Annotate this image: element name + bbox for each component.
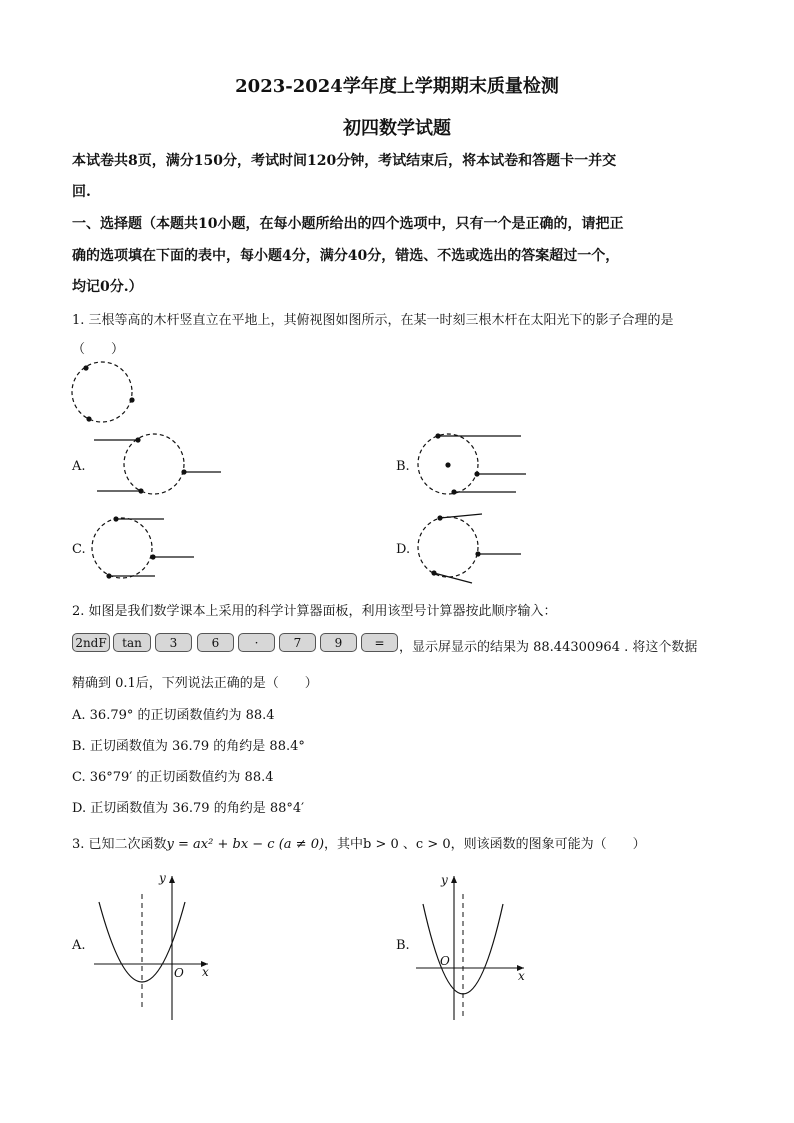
q3-formula: y = ax² + bx − c (a ≠ 0) [166,837,325,852]
calc-key-6[interactable]: 6 [197,633,234,652]
q3-stem-suffix: ，其中b > 0 、c > 0，则该函数的图象可能为（ ） [324,837,646,852]
calc-key-2ndf[interactable]: 2ndF [72,633,110,652]
q1-option-d-label[interactable]: D. [396,542,411,557]
exam-title: 2023-2024学年度上学期期末质量检测 [235,76,559,97]
calc-key-dot[interactable]: · [238,633,275,652]
q3-option-b-graph [412,868,542,1028]
q3a-origin-label: O [174,966,184,980]
intro-line-2: 回. [72,184,91,200]
section1-line-1: 一、选择题（本题共10小题，在每小题所给出的四个选项中，只有一个是正确的，请把正 [72,216,624,232]
q2-stem-line-2: 精确到 0.1后，下列说法正确的是（ ） [72,676,318,691]
q1-stem-line-1: 1. 三根等高的木杆竖直立在平地上，其俯视图如图所示，在某一时刻三根木杆在太阳光下的影子合理的是 [72,313,674,328]
q3b-origin-label: O [440,954,450,968]
q1-option-c-label[interactable]: C. [72,542,86,557]
q3-option-a-label[interactable]: A. [72,938,86,953]
calc-key-equals[interactable]: = [361,633,398,652]
calc-key-9[interactable]: 9 [320,633,357,652]
section1-line-2: 确的选项填在下面的表中，每小题4分，满分40分，错选、不选或选出的答案超过一个， [72,248,620,264]
q2-stem: 2. 如图是我们数学课本上采用的科学计算器面板，利用该型号计算器按此顺序输入： [72,604,557,619]
q1-option-c-figure [90,515,230,585]
q2-option-d[interactable]: D. 正切函数值为 36.79 的角约是 88°4′ [72,801,305,816]
q3a-axis-x-label: x [202,965,209,979]
q1-option-b-label[interactable]: B. [396,459,410,474]
q3b-axis-y-label: y [441,873,448,887]
calc-key-3[interactable]: 3 [155,633,192,652]
q3-option-b-label[interactable]: B. [396,938,410,953]
q3-stem [72,833,646,852]
section1-line-3: 均记0分.） [72,279,143,295]
q3-stem-prefix: 3. 已知二次函数 [72,837,167,852]
intro-line-1: 本试卷共8页，满分150分，考试时间120分钟，考试结束后，将本试卷和答题卡一并交 [72,153,617,169]
q1-option-a-figure [90,432,230,502]
q3-option-a-graph [90,868,220,1028]
q2-option-b[interactable]: B. 正切函数值为 36.79 的角约是 88.4° [72,739,305,754]
q3a-axis-y-label: y [159,871,166,885]
q2-option-a[interactable]: A. 36.79° 的正切函数值约为 88.4 [72,708,275,723]
exam-subtitle: 初四数学试题 [343,118,451,139]
q1-option-a-label[interactable]: A. [72,459,86,474]
calc-key-tan[interactable]: tan [113,633,151,652]
q1-option-d-figure [414,512,554,587]
q1-option-b-figure [414,432,554,502]
q1-top-view-figure [70,360,140,430]
q2-option-c[interactable]: C. 36°79′ 的正切函数值约为 88.4 [72,770,274,785]
q1-stem-line-2: （ ） [72,342,125,357]
q3b-axis-x-label: x [518,969,525,983]
calc-key-7[interactable]: 7 [279,633,316,652]
q2-display-result: ，显示屏显示的结果为 88.44300964 . 将这个数据 [399,640,698,655]
